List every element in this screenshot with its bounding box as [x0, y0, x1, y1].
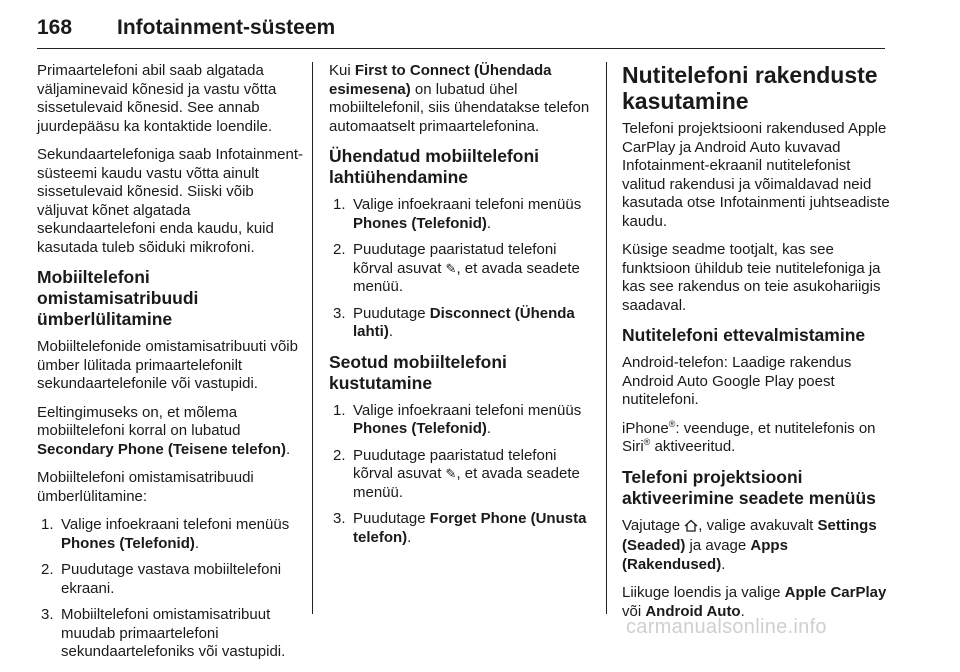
paragraph: Telefoni projektsiooni rakendused Apple CarPlay ja Android Auto kuvavad Infotainment-ekraanil nutitelefonist valitud rakendusi ja võimaldavad neid kasutada otse Infotainmenti juhtseadiste kaudu. — [622, 120, 890, 230]
pencil-icon: ✎ — [445, 260, 457, 276]
list-item: 2. Puudutage paaristatud telefoni kõrval asuvat ✎, et avada seadete menüü. — [333, 241, 580, 295]
subheading: Ühendatud mobiiltelefoni lahtiühendamine — [329, 146, 539, 187]
paragraph: Vajutage , valige avakuvalt Settings (Seaded) ja avage Apps (Rakendused). — [622, 516, 877, 573]
subheading: Seotud mobiiltelefoni kustutamine — [329, 351, 507, 393]
steps-list — [329, 196, 593, 342]
list-item: 3. Puudutage Disconnect (Ühenda lahti). — [333, 304, 575, 340]
paragraph: Mobiiltelefonide omistamisatribuuti võib ümber lülitada primaartelefonilt sekundaartelefonile või vastupidi. — [37, 338, 298, 392]
paragraph: Mobiiltelefoni omistamisatribuudi ümberlülitamine: — [37, 469, 254, 505]
subheading: Nutitelefoni ettevalmistamine — [622, 325, 866, 345]
home-icon — [684, 519, 698, 538]
column-divider — [606, 62, 607, 614]
section-heading: Nutitelefoni rakenduste kasutamine — [622, 62, 878, 114]
column-2 — [329, 62, 593, 557]
subheading: Mobiiltelefoni omistamisatribuudi ümberlülitamine — [37, 267, 199, 329]
paragraph: Sekundaartelefoniga saab Infotainment-süsteemi kaudu vastu võtta ainult sissetulevaid kõnesid. Siiski võib väljuvat kõnet algatada sekundaartelefoni enda kaudu, kuid kasutada tuleb sõiduki mikrofoni. — [37, 146, 304, 256]
section-title: Infotainment-süsteem — [117, 16, 336, 39]
steps-list — [329, 402, 593, 548]
paragraph: Küsige seadme tootjalt, kas see funktsioon ühildub teie nutitelefoniga ja kas see rakendus on teie asukohariigis saadaval. — [622, 241, 881, 314]
list-item: 1. Valige infoekraani telefoni menüüs Phones (Telefonid). — [41, 516, 290, 552]
subheading: Telefoni projektsiooni aktiveerimine seadete menüüs — [622, 466, 876, 508]
column-1 — [37, 62, 305, 672]
list-item: 3. Puudutage Forget Phone (Unusta telefon). — [333, 510, 587, 546]
paragraph: Liikuge loendis ja valige Apple CarPlay või Android Auto. — [622, 584, 887, 620]
page-number: 168 — [37, 16, 73, 39]
column-divider — [312, 62, 313, 614]
list-item: 2. Puudutage vastava mobiiltelefoni ekraani. — [41, 561, 282, 597]
watermark: carmanualsonline.info — [626, 616, 827, 638]
paragraph: iPhone®: veenduge, et nutitelefonis on Siri® aktiveeritud. — [622, 418, 876, 455]
column-3 — [622, 62, 890, 631]
paragraph: Kui First to Connect (Ühendada esimesena) on lubatud ühel mobiiltelefonil, siis ühendatakse telefon automaatselt primaartelefonina. — [329, 62, 590, 135]
steps-list — [37, 516, 305, 662]
list-item: 3. Mobiiltelefoni omistamisatribuut muudab primaartelefoni sekundaartelefoniks või vastupidi. — [41, 606, 286, 660]
page-header — [37, 6, 885, 49]
list-item: 2. Puudutage paaristatud telefoni kõrval asuvat ✎, et avada seadete menüü. — [333, 446, 580, 501]
list-item: 1. Valige infoekraani telefoni menüüs Phones (Telefonid). — [333, 196, 582, 232]
paragraph: Primaartelefoni abil saab algatada väljaminevaid kõnesid ja vastu võtta sissetulevaid kõnesid. See annab juurdepääsu ka kontaktide loendile. — [37, 62, 277, 135]
list-item: 1. Valige infoekraani telefoni menüüs Phones (Telefonid). — [333, 401, 582, 437]
paragraph: Android-telefon: Laadige rakendus Android Auto Google Play poest nutitelefoni. — [622, 354, 852, 408]
pencil-icon: ✎ — [445, 466, 457, 481]
paragraph: Eeltingimuseks on, et mõlema mobiiltelefoni korral on lubatud Secondary Phone (Teisene telefon). — [37, 403, 291, 458]
